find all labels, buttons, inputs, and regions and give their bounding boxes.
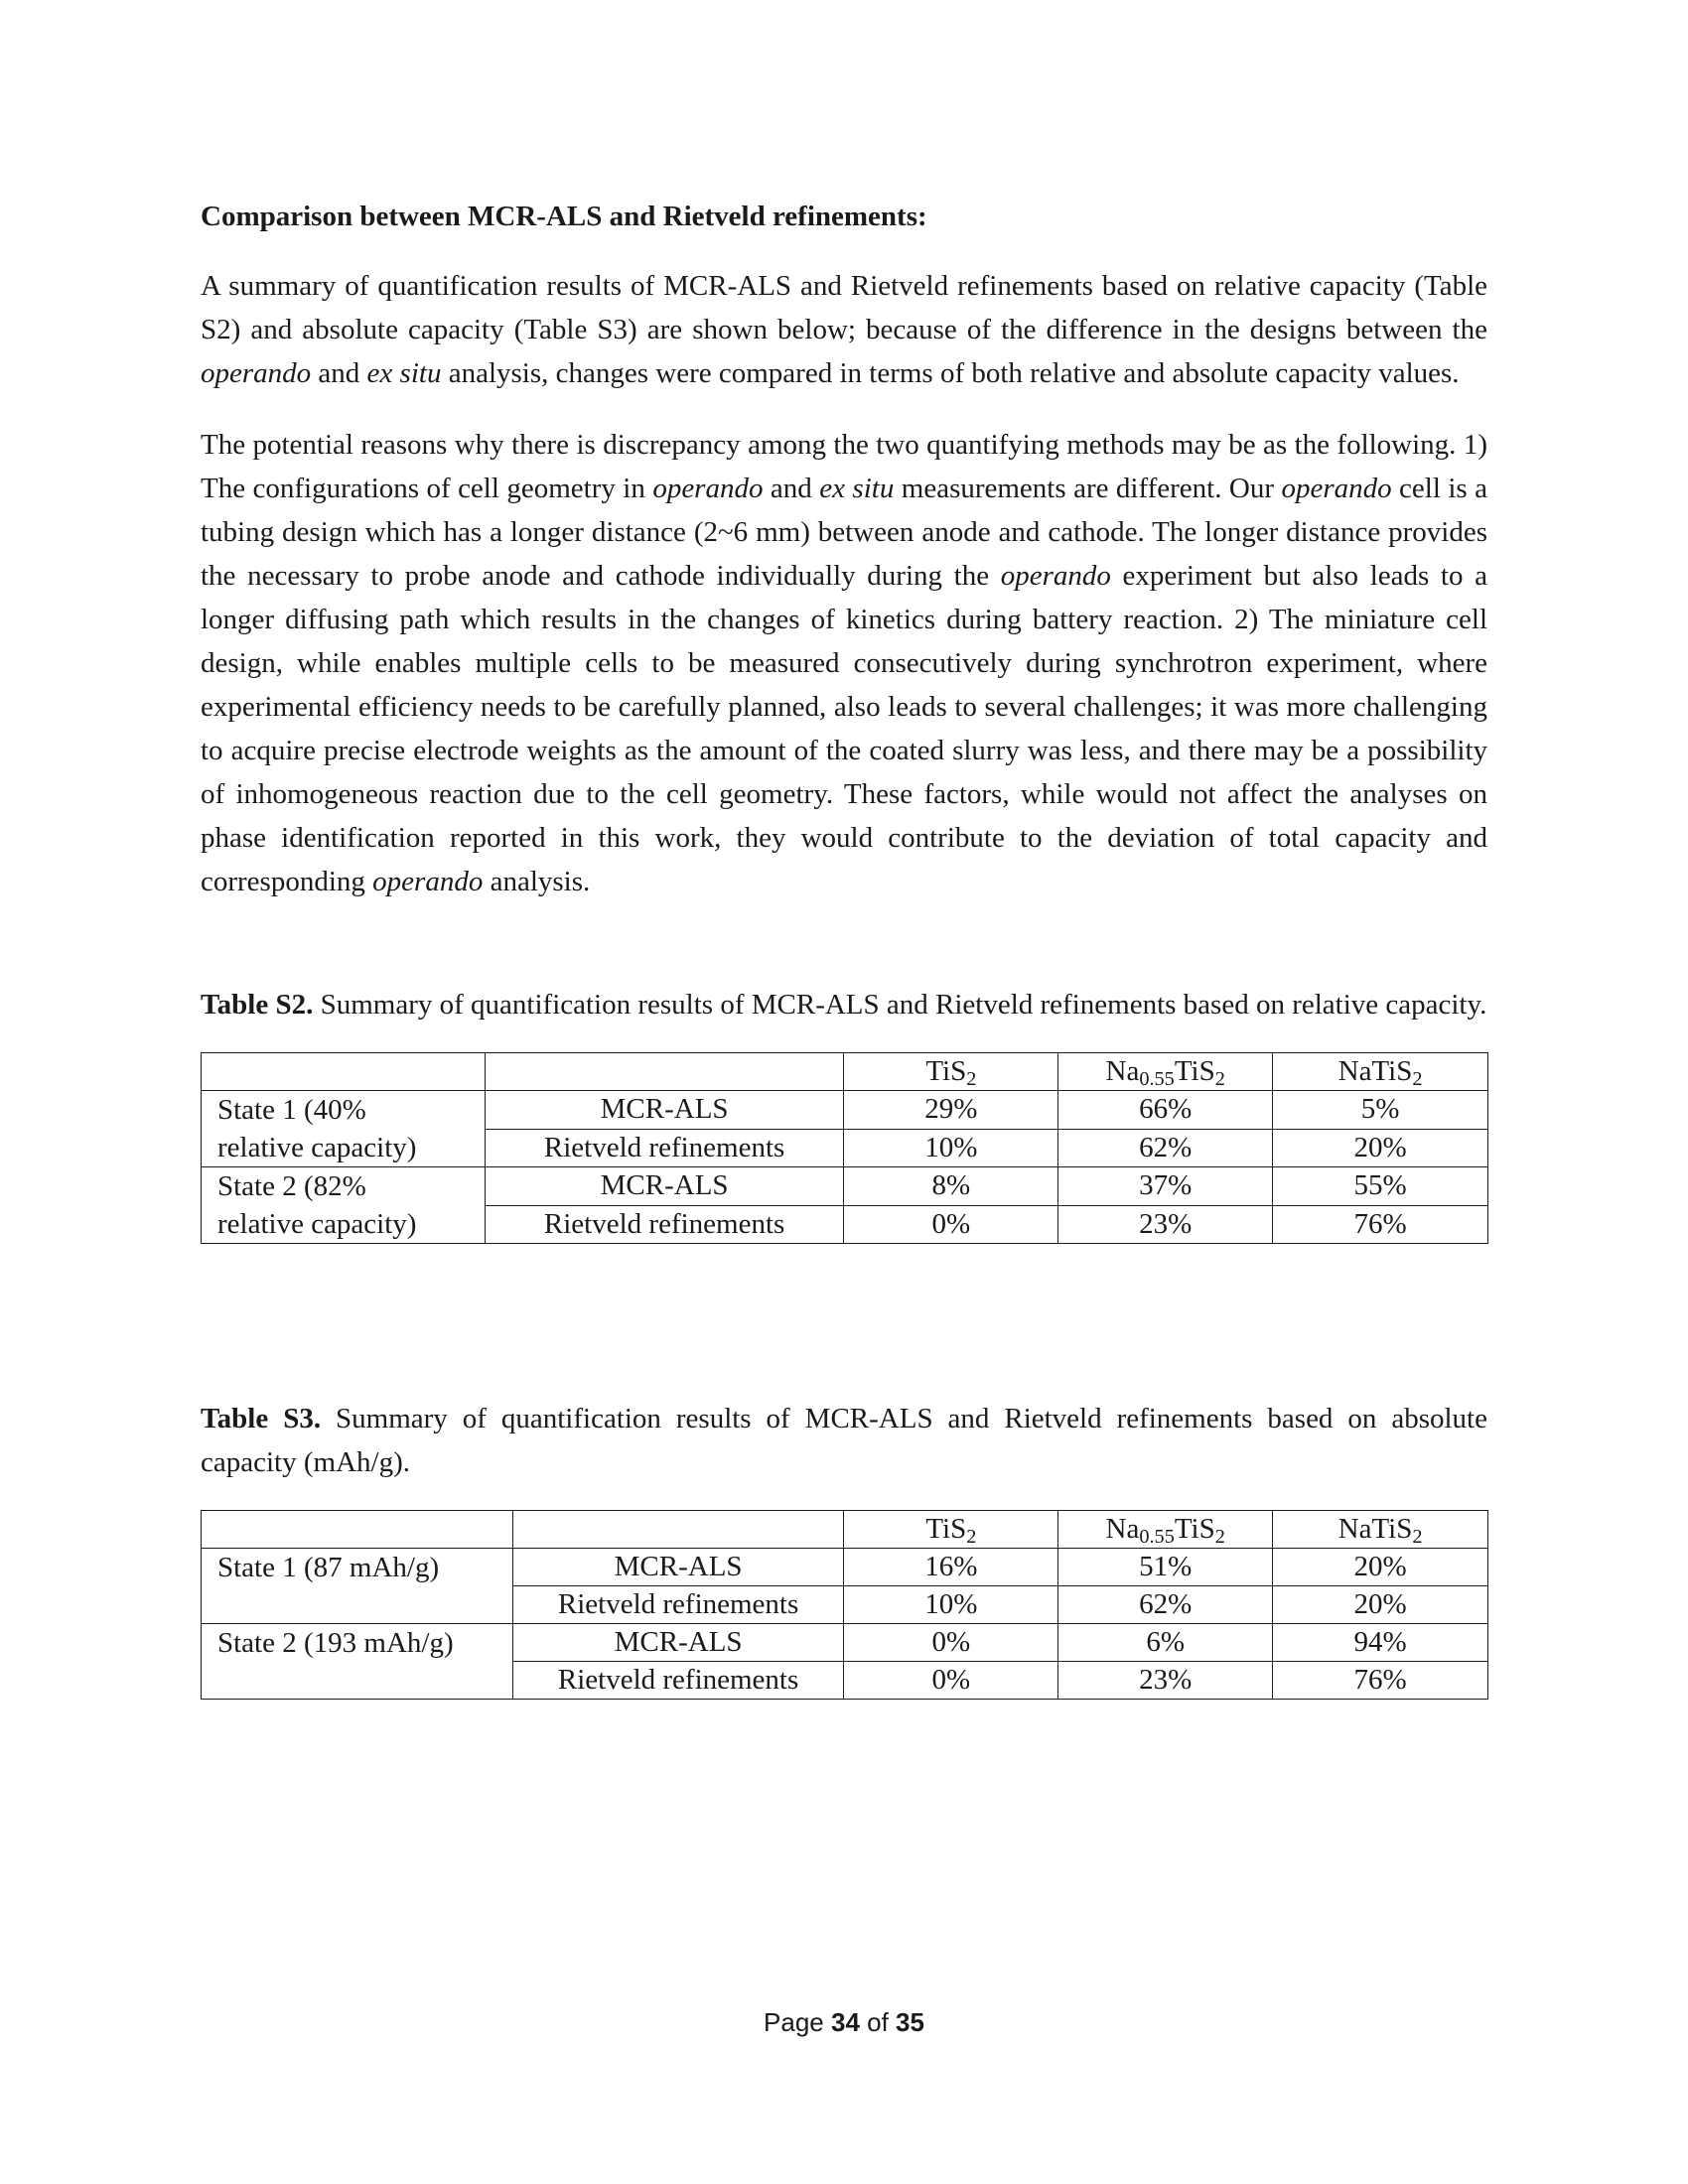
table-header-row	[202, 1053, 1488, 1091]
paragraph-text: analysis.	[483, 866, 591, 897]
paragraph-text: A summary of quantification results of MCR-ALS and Rietveld refinements based on relative capacity (Table S2) and absolute capacity (Table S3) are shown below; because of the difference in the designs between the	[201, 270, 1487, 345]
italic-term: operando	[201, 357, 312, 389]
italic-term: ex situ	[366, 357, 442, 389]
value-cell: 66%	[1058, 1091, 1273, 1130]
table-s3	[201, 1510, 1488, 1700]
empty-cell	[202, 1511, 513, 1549]
section-heading: Comparison between MCR-ALS and Rietveld refinements:	[201, 201, 927, 232]
value-cell: 0%	[844, 1205, 1058, 1244]
method-cell: Rietveld refinements	[512, 1586, 844, 1624]
value-cell: 20%	[1273, 1129, 1488, 1167]
value-cell: 0%	[844, 1624, 1058, 1662]
italic-term: operando	[372, 866, 484, 897]
value-cell: 62%	[1058, 1586, 1273, 1624]
value-cell: 23%	[1058, 1662, 1273, 1700]
paragraph-summary	[201, 264, 1487, 395]
method-cell: MCR-ALS	[512, 1549, 844, 1586]
column-header: TiS$_2$	[844, 1053, 1058, 1091]
footer-text: Page	[764, 2007, 831, 2037]
paragraph-text: analysis, changes were compared in terms of both relative and absolute capacity values.	[441, 357, 1460, 389]
value-cell: 55%	[1273, 1167, 1488, 1206]
table-row	[202, 1549, 1488, 1586]
page-number: 34	[830, 2007, 860, 2037]
table-s2-caption	[201, 983, 1487, 1026]
value-cell: 8%	[844, 1167, 1058, 1206]
column-header: NaTiS$_2$	[1273, 1053, 1488, 1091]
method-cell: MCR-ALS	[512, 1624, 844, 1662]
column-header: $Na_{0.55}TiS_2$	[1058, 1053, 1273, 1091]
paragraph-text: experiment but also leads to a longer diffusing path which results in the changes of kinetics during battery reaction. 2) The miniature cell design, while enables multiple cells to be measured consecutively during synchrotron experiment, where experimental efficiency needs to be carefully planned, also leads to several challenges; it was more challenging to acquire precise electrode weights as the amount of the coated slurry was less, and there may be a possibility of inhomogeneous reaction due to the cell geometry. These factors, while would not affect the analyses on phase identification reported in this work, they would contribute to the deviation of total capacity and corresponding	[201, 560, 1487, 897]
value-cell: 10%	[844, 1586, 1058, 1624]
value-cell: 76%	[1273, 1205, 1488, 1244]
method-cell: MCR-ALS	[485, 1167, 844, 1206]
empty-cell	[512, 1511, 844, 1549]
value-cell: 37%	[1058, 1167, 1273, 1206]
table-row	[202, 1091, 1488, 1130]
table-row	[202, 1167, 1488, 1206]
caption-text: Summary of quantification results of MCR-ALS and Rietveld refinements based on relative capacity.	[313, 989, 1487, 1021]
value-cell: 29%	[844, 1091, 1058, 1130]
state-cell: State 2 (193 mAh/g)	[202, 1624, 513, 1700]
value-cell: 94%	[1273, 1624, 1488, 1662]
value-cell: 6%	[1058, 1624, 1273, 1662]
table-row	[202, 1624, 1488, 1662]
column-header: NaTiS$_2$	[1273, 1511, 1488, 1549]
page-footer	[0, 2007, 1688, 2038]
value-cell: 20%	[1273, 1549, 1488, 1586]
paragraph-text: The potential reasons why there is discrepancy among the two quantifying methods may be as the following. 1) The configurations of cell geometry in	[201, 429, 1487, 504]
italic-term: operando	[1000, 560, 1111, 592]
column-header: TiS$_2$	[844, 1511, 1058, 1549]
table-s3-caption	[201, 1397, 1487, 1484]
page-content	[201, 195, 1487, 1700]
value-cell: 5%	[1273, 1091, 1488, 1130]
table-s2	[201, 1052, 1488, 1244]
italic-term: operando	[652, 473, 764, 504]
paragraph-discrepancy	[201, 423, 1487, 903]
footer-text: of	[859, 2007, 897, 2037]
value-cell: 16%	[844, 1549, 1058, 1586]
table-label: Table S2.	[201, 989, 314, 1021]
state-cell: State 1 (87 mAh/g)	[202, 1549, 513, 1624]
empty-cell	[485, 1053, 844, 1091]
value-cell: 51%	[1058, 1549, 1273, 1586]
paragraph-text: cell is a tubing design which has a longer distance (2~6 mm) between anode and cathode. The longer distance provides the necessary to probe anode and cathode individually during the	[201, 473, 1488, 592]
method-cell: Rietveld refinements	[485, 1129, 844, 1167]
italic-term: operando	[1281, 473, 1392, 504]
paragraph-text: and	[311, 357, 367, 389]
column-header: $Na_{0.55}TiS_2$	[1058, 1511, 1273, 1549]
state-cell: State 2 (82% relative capacity)	[202, 1167, 486, 1244]
paragraph-text: and	[763, 473, 820, 504]
value-cell: 10%	[844, 1129, 1058, 1167]
state-cell: State 1 (40% relative capacity)	[202, 1091, 486, 1167]
caption-text: Summary of quantification results of MCR-ALS and Rietveld refinements based on absolute capacity (mAh/g).	[201, 1403, 1487, 1478]
method-cell: Rietveld refinements	[512, 1662, 844, 1700]
table-header-row	[202, 1511, 1488, 1549]
value-cell: 23%	[1058, 1205, 1273, 1244]
value-cell: 76%	[1273, 1662, 1488, 1700]
paragraph-text: measurements are different. Our	[894, 473, 1282, 504]
value-cell: 0%	[844, 1662, 1058, 1700]
value-cell: 20%	[1273, 1586, 1488, 1624]
value-cell: 62%	[1058, 1129, 1273, 1167]
empty-cell	[202, 1053, 486, 1091]
italic-term: ex situ	[819, 473, 895, 504]
method-cell: MCR-ALS	[485, 1091, 844, 1130]
page-total: 35	[896, 2007, 924, 2037]
table-label: Table S3.	[201, 1403, 322, 1434]
method-cell: Rietveld refinements	[485, 1205, 844, 1244]
